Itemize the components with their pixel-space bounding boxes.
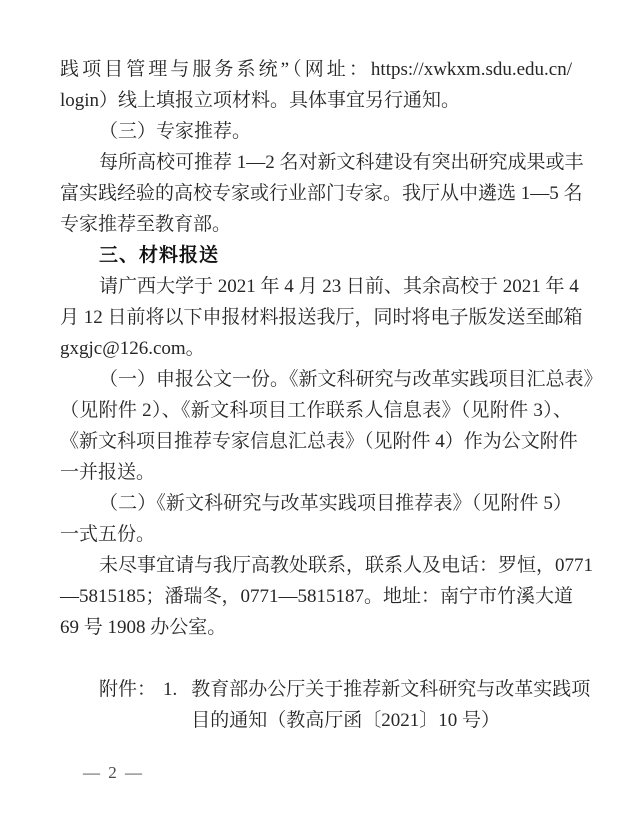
attachment-title-line2: 目的通知（教高厅函〔2021〕10 号） [191, 710, 501, 731]
body-line: gxgjc@126.com。 [60, 338, 205, 359]
body-line: login）线上填报立项材料。具体事宜另行通知。 [60, 90, 461, 111]
attachment-item-number: 1. [163, 679, 178, 700]
body-line: 践项目管理与服务系统”（网址：https://xwkxm.sdu.edu.cn/ [60, 59, 572, 80]
attachment-title-line1: 教育部办公厅关于推荐新文科研究与改革实践项 [191, 679, 591, 700]
section-heading: 三、材料报送 [99, 245, 220, 266]
body-line: —5815185；潘瑞冬，0771—5815187。地址：南宁市竹溪大道 [60, 586, 574, 607]
page-number: — 2 — [83, 763, 142, 782]
body-line: 月 12 日前将以下申报材料报送我厅，同时将电子版发送至邮箱 [60, 307, 583, 328]
body-line: （三）专家推荐。 [99, 121, 252, 142]
body-line: 69 号 1908 办公室。 [60, 617, 227, 638]
body-line: 每所高校可推荐 1—2 名对新文科建设有突出研究成果或丰 [99, 152, 584, 173]
body-line: 专家推荐至教育部。 [60, 214, 232, 235]
body-line: 请广西大学于 2021 年 4 月 23 日前、其余高校于 2021 年 4 [99, 276, 579, 297]
body-line: 富实践经验的高校专家或行业部门专家。我厅从中遴选 1—5 名 [60, 183, 583, 204]
document-body [60, 54, 603, 643]
attachment-title [191, 674, 590, 736]
attachment-label: 附件： [99, 679, 157, 700]
body-line: （二）《新文科研究与改革实践项目推荐表》（见附件 5） [99, 493, 572, 514]
body-line: （一）申报公文一份。《新文科研究与改革实践项目汇总表》 [99, 369, 603, 390]
body-line: （见附件 2）、《新文科项目工作联系人信息表》（见附件 3）、 [60, 400, 572, 421]
body-line: 一式五份。 [60, 524, 156, 545]
body-line: 一并报送。 [60, 462, 156, 483]
body-line: 《新文科项目推荐专家信息汇总表》（见附件 4）作为公文附件 [60, 431, 578, 452]
body-line: 未尽事宜请与我厅高教处联系，联系人及电话：罗恒，0771 [99, 555, 594, 576]
attachment-block [99, 674, 590, 736]
